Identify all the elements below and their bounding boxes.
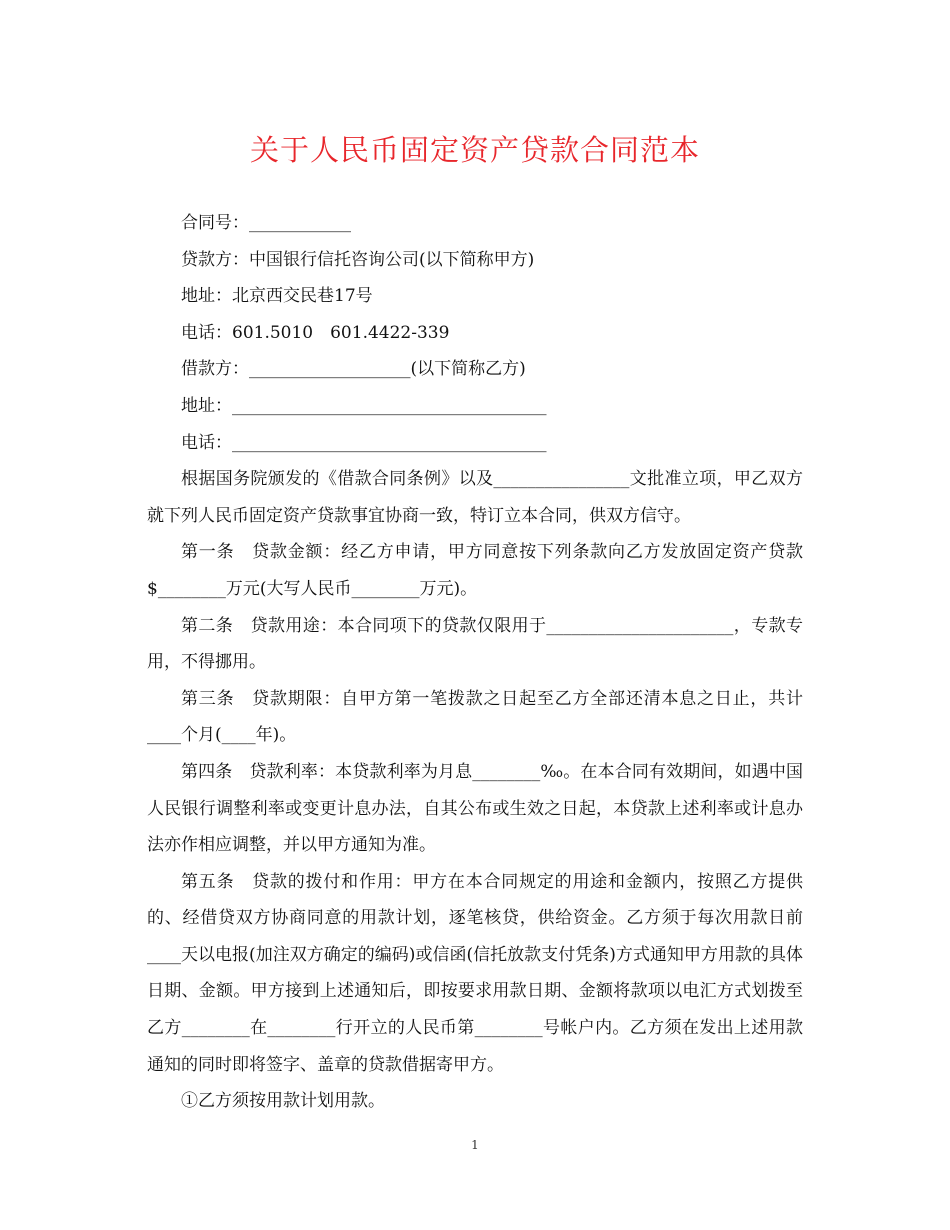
paragraph-preamble: 根据国务院颁发的《借款合同条例》以及________________文批准立项，甲乙双方就下列人民币固定资产贷款事宜协商一致，特订立本合同，供双方信守。 [147, 469, 803, 526]
paragraph-article-5: 第五条 贷款的拨付和作用：甲方在本合同规定的用途和金额内，按照乙方提供的、经借贷双方协商同意的用款计划，逐笔核贷，供给资金。乙方须于每次用款日前____天以电报(加注双方确定的编码)或信函(信托放款支付凭条)方式通知甲方用款的具体日期、金额。甲方接到上述通知后，即按要求用款日期、金额将款项以电汇方式划拨至乙方________在________行开立的人民币第________号帐户内。乙方须在发出上述用款通知的同时即将签字、盖章的贷款借据寄甲方。 [147, 871, 803, 1075]
paragraph-article-4: 第四条 贷款利率：本贷款利率为月息________‰。在本合同有效期间，如遇中国人民银行调整利率或变更计息办法，自其公布或生效之日起，本贷款上述利率或计息办法亦作相应调整，并以甲方通知为准。 [147, 761, 803, 856]
paragraph-article-1: 第一条 贷款金额：经乙方申请，甲方同意按下列条款向乙方发放固定资产贷款$________万元(大写人民币________万元)。 [147, 542, 803, 599]
paragraph-lender-phone: 电话：601.5010 601.4422-339 [181, 322, 450, 343]
paragraph-clause-1: ①乙方须按用款计划用款。 [181, 1091, 385, 1112]
document-title: 关于人民币固定资产贷款合同范本 [249, 133, 700, 167]
paragraph-article-2: 第二条 贷款用途：本合同项下的贷款仅限用于______________________，专款专用，不得挪用。 [147, 615, 803, 673]
paragraph-borrower: 借款方：___________________(以下简称乙方) [181, 359, 526, 380]
paragraph-borrower-address: 地址：_____________________________________ [181, 395, 547, 416]
paragraph-lender: 贷款方：中国银行信托咨询公司(以下简称甲方) [181, 249, 535, 270]
document-body [147, 205, 803, 1120]
paragraph-lender-address: 地址：北京西交民巷17号 [181, 286, 373, 307]
paragraph-contract-number: 合同号：____________ [181, 213, 351, 233]
paragraph-borrower-phone: 电话：_____________________________________ [181, 432, 547, 453]
paragraph-article-3: 第三条 贷款期限：自甲方第一笔拨款之日起至乙方全部还清本息之日止，共计____个月(____年)。 [147, 688, 803, 746]
page-number: 1 [471, 1138, 479, 1152]
